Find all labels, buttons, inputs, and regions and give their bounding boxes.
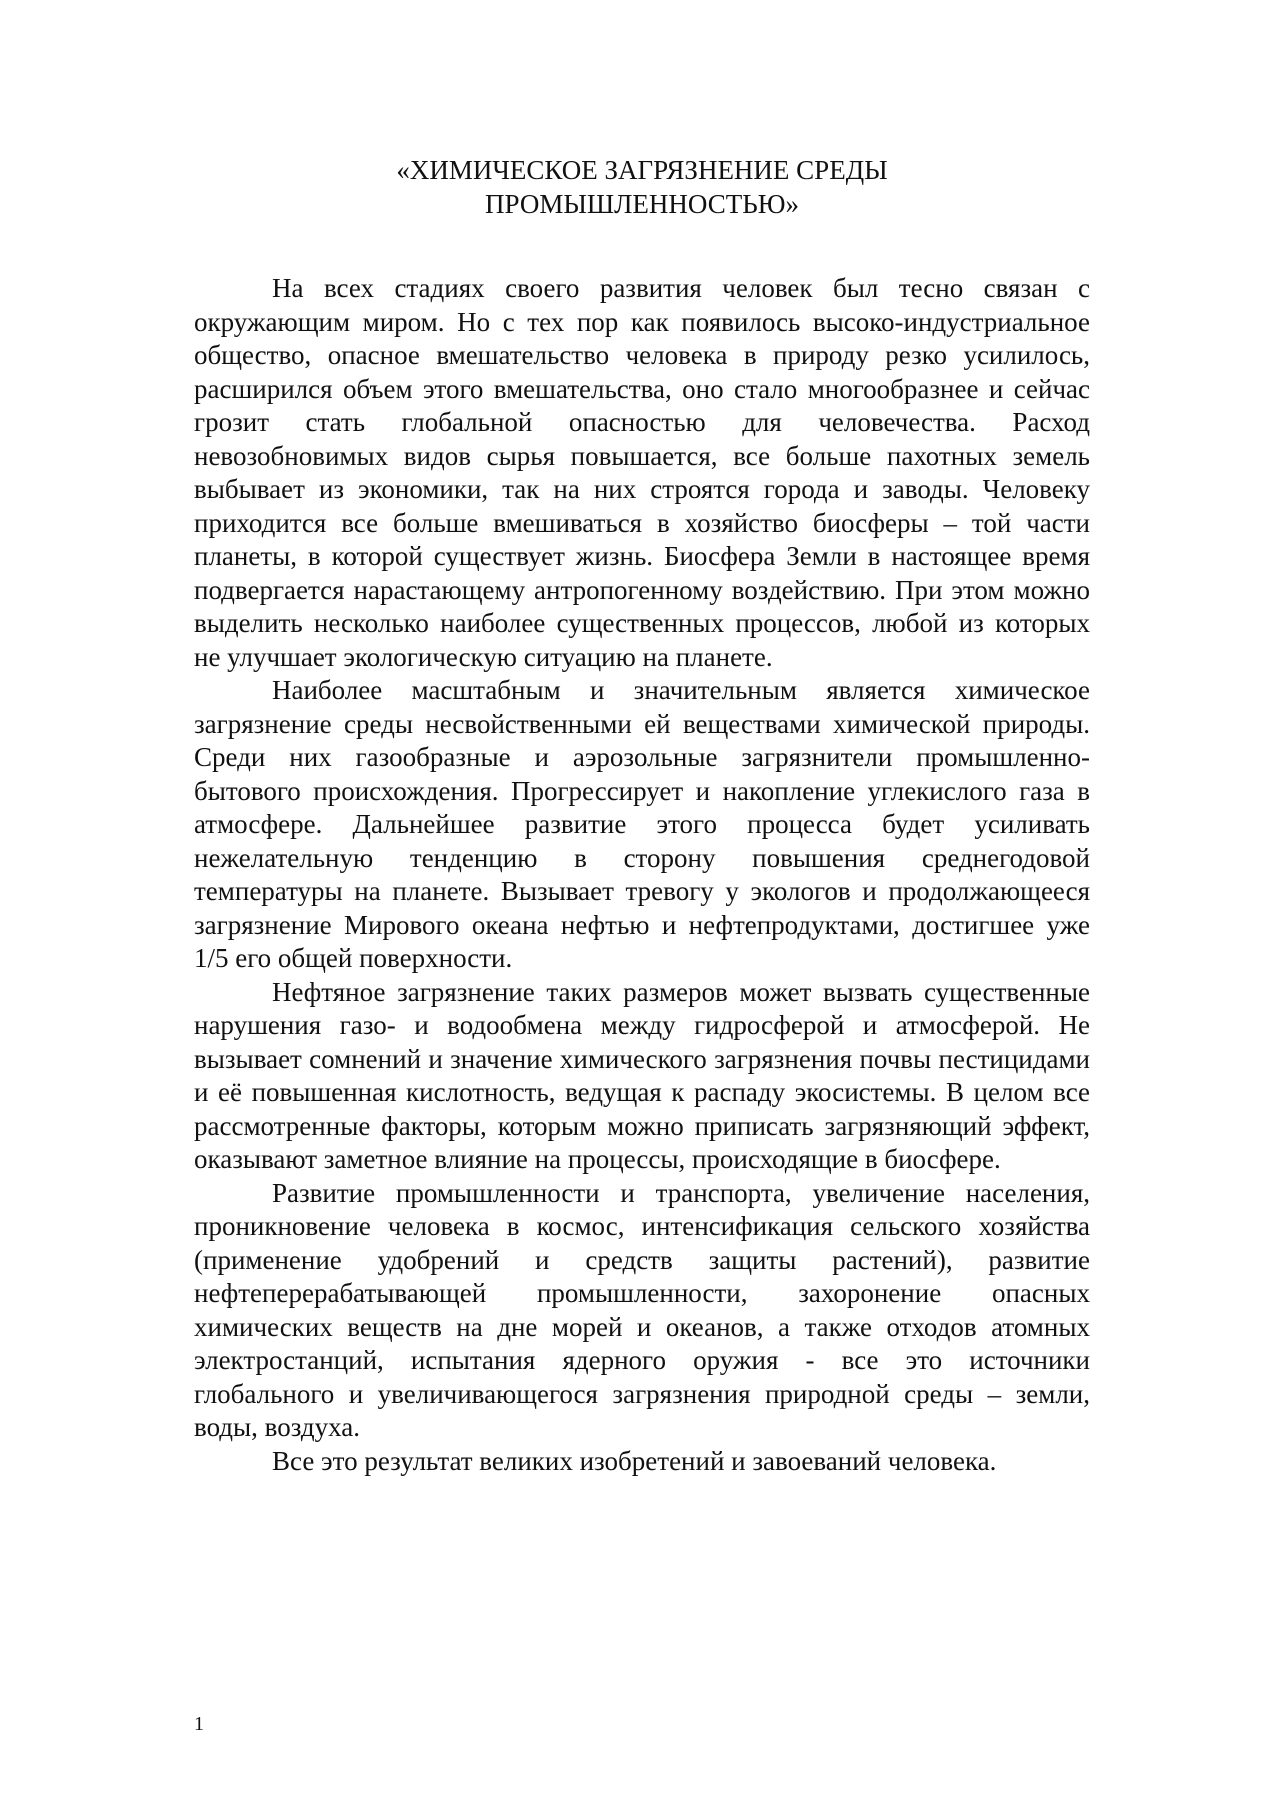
paragraph-3: Нефтяное загрязнение таких размеров может вызвать существенные нарушения газо- и водообмена между гидросферой и атмосферой. Не вызывает сомнений и значение химического загрязнения почвы пестицидами и её повышенная кислотность, ведущая к распаду экосистемы. В целом все рассмотренные факторы, которым можно приписать загрязняющий эффект, оказывают заметное влияние на процессы, происходящие в биосфере. — [194, 976, 1090, 1174]
paragraph-2: Наиболее масштабным и значительным является химическое загрязнение среды несвойственными ей веществами химической природы. Среди них газообразные и аэрозольные загрязнители промышленно-бытового происхождения. Прогрессирует и накопление углекислого газа в атмосфере. Дальнейшее развитие этого процесса будет усиливать нежелательную тенденцию в сторону повышения среднегодовой температуры на планете. Вызывает тревогу у экологов и продолжающееся загрязнение Мирового океана нефтью и нефтепродуктами, достигшее уже 1/5 его общей поверхности. — [194, 675, 1090, 973]
document-title — [194, 153, 1090, 221]
paragraph-4: Развитие промышленности и транспорта, увеличение населения, проникновение человека в космос, интенсификация сельского хозяйства (применение удобрений и средств защиты растений), развитие нефтеперерабатывающей промышленности, захоронение опасных химических веществ на дне морей и океанов, а также отходов атомных электростанций, испытания ядерного оружия - все это источники глобального и увеличивающегося загрязнения природной среды – земли, воды, воздуха. — [194, 1177, 1090, 1442]
title-line-1: «ХИМИЧЕСКОЕ ЗАГРЯЗНЕНИЕ СРЕДЫ — [396, 155, 888, 185]
page-number: 1 — [194, 1713, 204, 1735]
paragraph-5: Все это результат великих изобретений и завоеваний человека. — [272, 1445, 997, 1476]
document-body — [194, 272, 1090, 1478]
paragraph-1: На всех стадиях своего развития человек был тесно связан с окружающим миром. Но с тех пор как появилось высоко-индустриальное общество, опасное вмешательство человека в природу резко усилилось, расширился объем этого вмешательства, оно стало многообразнее и сейчас грозит стать глобальной опасностью для человечества. Расход невозобновимых видов сырья повышается, все больше пахотных земель выбывает из экономики, так на них строятся города и заводы. Человеку приходится все больше вмешиваться в хозяйство биосферы – той части планеты, в которой существует жизнь. Биосфера Земли в настоящее время подвергается нарастающему антропогенному воздействию. При этом можно выделить несколько наиболее существенных процессов, любой из которых не улучшает экологическую ситуацию на планете. — [194, 273, 1090, 672]
title-line-2: ПРОМЫШЛЕННОСТЬЮ» — [484, 189, 800, 219]
